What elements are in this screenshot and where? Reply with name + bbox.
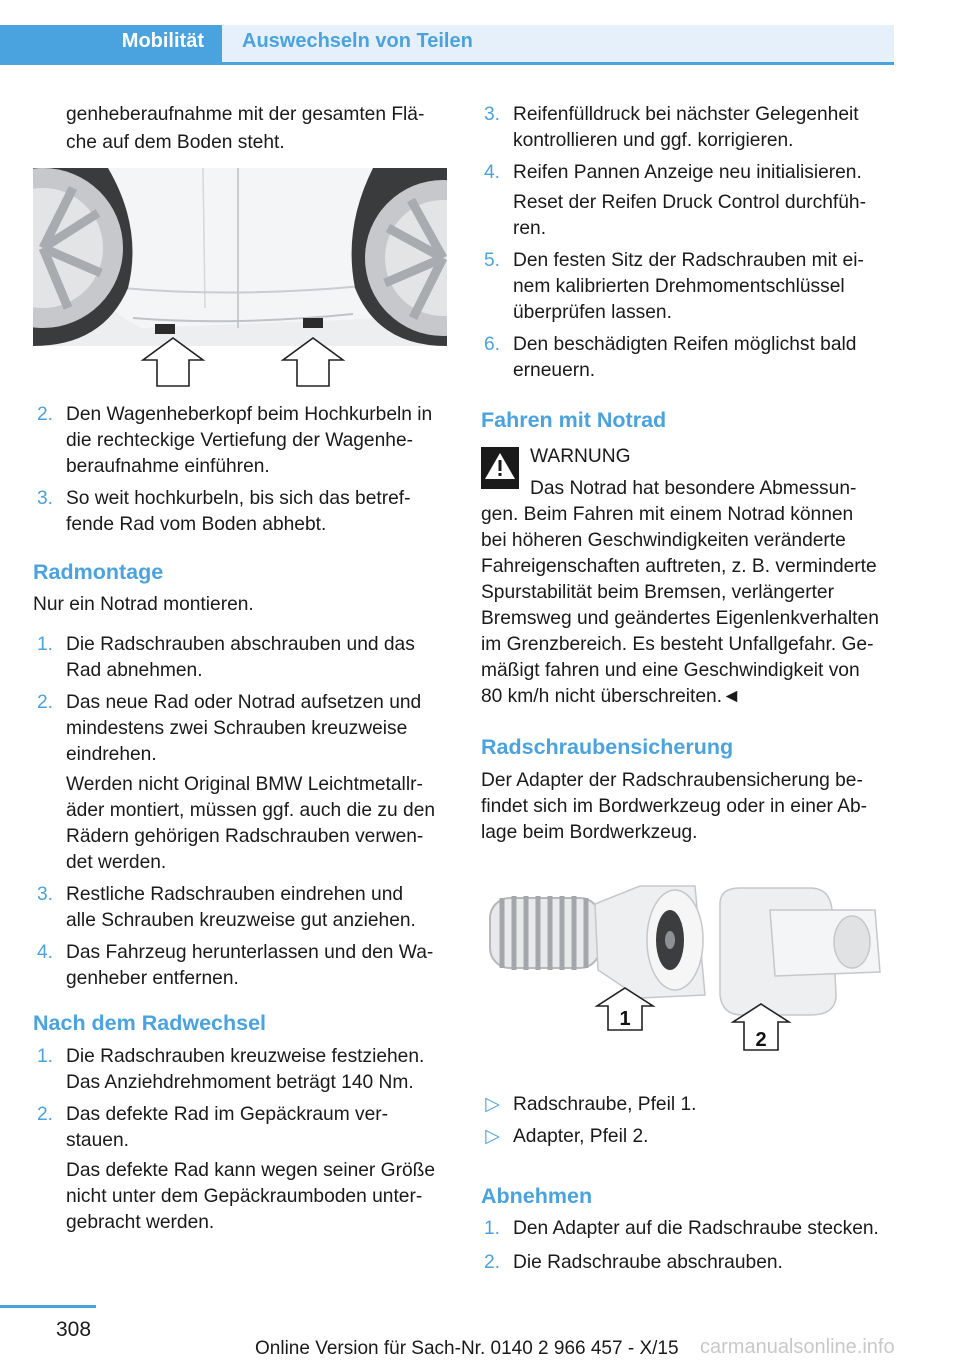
heading-radmontage: Radmontage bbox=[33, 560, 164, 584]
step-line: Die Radschrauben abschrauben und das bbox=[66, 634, 415, 655]
step-note: Reset der Reifen Druck Control durchfüh- bbox=[513, 192, 866, 213]
step-line: überprüfen lassen. bbox=[513, 302, 672, 323]
step-line: Restliche Radschrauben eindrehen und bbox=[66, 884, 404, 905]
watermark: carmanualsonline.info bbox=[700, 1336, 895, 1358]
sicherung-line: findet sich im Bordwerkzeug oder in einer Ab- bbox=[481, 796, 868, 817]
section-title: Auswechseln von Teilen bbox=[242, 30, 473, 52]
figure-label-2: 2 bbox=[755, 1029, 767, 1051]
footer-text: Online Version für Sach-Nr. 0140 2 966 457 - X/15 bbox=[255, 1338, 679, 1359]
step-line: nem kalibrierten Drehmomentschlüssel bbox=[513, 276, 845, 297]
jack-points-figure bbox=[33, 168, 447, 390]
step-number: 5. bbox=[483, 250, 500, 271]
step-line: genheber entfernen. bbox=[66, 968, 239, 989]
chapter-title: Mobilität bbox=[121, 30, 204, 52]
step-line: mindestens zwei Schrauben kreuzweise bbox=[66, 718, 408, 739]
step-line: beraufnahme einführen. bbox=[66, 456, 270, 477]
bullet-marker: ▷ bbox=[485, 1126, 500, 1147]
step-note: Das defekte Rad kann wegen seiner Größe bbox=[66, 1160, 436, 1181]
step-line: Das neue Rad oder Notrad aufsetzen und bbox=[66, 692, 422, 713]
bullet-marker: ▷ bbox=[485, 1094, 500, 1115]
warning-line: bei höheren Geschwindigkeiten veränderte bbox=[481, 530, 846, 551]
sicherung-line: Der Adapter der Radschraubensicherung be- bbox=[481, 770, 863, 791]
warning-title: WARNUNG bbox=[530, 446, 631, 467]
step-note: gebracht werden. bbox=[66, 1212, 215, 1233]
warning-line: Bremsweg und geändertes Eigenlenkverhalten bbox=[481, 608, 879, 629]
step-line: fende Rad vom Boden abhebt. bbox=[66, 514, 327, 535]
step-number: 1. bbox=[36, 1046, 53, 1067]
step-note: nicht unter dem Gepäckraumboden unter- bbox=[66, 1186, 423, 1207]
sicherung-line: lage beim Bordwerkzeug. bbox=[481, 822, 698, 843]
warning-line: Fahreigenschaften auftreten, z. B. verminderte bbox=[481, 556, 877, 577]
step-line: Rad abnehmen. bbox=[66, 660, 203, 681]
warning-line: im Grenzbereich. Es besteht Unfallgefahr. Ge- bbox=[481, 634, 874, 655]
warning-line: 80 km/h nicht überschreiten.◄ bbox=[481, 686, 742, 707]
step-line: Das defekte Rad im Gepäckraum ver- bbox=[66, 1104, 389, 1125]
step-line: Die Radschrauben kreuzweise festziehen. bbox=[66, 1046, 425, 1067]
section-tab[interactable] bbox=[222, 25, 894, 62]
step-number: 1. bbox=[36, 634, 53, 655]
warning-line: mäßigt fahren und eine Geschwindigkeit von bbox=[481, 660, 860, 681]
intro-line-1: genheberaufnahme mit der gesamten Flä- bbox=[66, 104, 425, 125]
figure-label-1: 1 bbox=[619, 1008, 631, 1030]
step-line: Den Adapter auf die Radschraube stecken. bbox=[513, 1218, 879, 1239]
page-header bbox=[0, 0, 960, 64]
heading-radschraubensicherung: Radschraubensicherung bbox=[481, 735, 734, 759]
step-number: 2. bbox=[483, 1252, 500, 1273]
bullet-item: Radschraube, Pfeil 1. bbox=[513, 1094, 697, 1115]
step-number: 3. bbox=[483, 104, 500, 125]
heading-fahren-mit-notrad: Fahren mit Notrad bbox=[481, 408, 667, 432]
header-rule bbox=[0, 62, 894, 65]
warning-icon bbox=[481, 447, 519, 489]
step-line: So weit hochkurbeln, bis sich das betref- bbox=[66, 488, 411, 509]
step-number: 4. bbox=[483, 162, 500, 183]
intro-line-2: che auf dem Boden steht. bbox=[66, 132, 285, 153]
step-number: 2. bbox=[36, 1104, 53, 1125]
radmontage-intro: Nur ein Notrad montieren. bbox=[33, 594, 254, 615]
step-number: 1. bbox=[483, 1218, 500, 1239]
step-line: alle Schrauben kreuzweise gut anziehen. bbox=[66, 910, 416, 931]
step-note: Werden nicht Original BMW Leichtmetallr- bbox=[66, 774, 423, 795]
step-line: Den Wagenheberkopf beim Hochkurbeln in bbox=[66, 404, 433, 425]
step-line: Das Fahrzeug herunterlassen und den Wa- bbox=[66, 942, 434, 963]
step-number: 6. bbox=[483, 334, 500, 355]
step-line: kontrollieren und ggf. korrigieren. bbox=[513, 130, 794, 151]
step-line: Das Anziehdrehmoment beträgt 140 Nm. bbox=[66, 1072, 414, 1093]
step-number: 2. bbox=[36, 404, 53, 425]
step-note: det werden. bbox=[66, 852, 167, 873]
step-number: 2. bbox=[36, 692, 53, 713]
step-line: stauen. bbox=[66, 1130, 129, 1151]
step-line: erneuern. bbox=[513, 360, 596, 381]
wheel-bolt-figure bbox=[480, 880, 894, 1060]
heading-nach-dem-radwechsel: Nach dem Radwechsel bbox=[33, 1011, 267, 1035]
step-line: die rechteckige Vertiefung der Wagenhe- bbox=[66, 430, 414, 451]
step-number: 3. bbox=[36, 488, 53, 509]
step-note: ren. bbox=[513, 218, 547, 239]
warning-line: Das Notrad hat besondere Abmessun- bbox=[530, 478, 857, 499]
footer-rule bbox=[0, 1305, 96, 1308]
heading-abnehmen: Abnehmen bbox=[481, 1184, 593, 1208]
step-line: Die Radschraube abschrauben. bbox=[513, 1252, 783, 1273]
step-note: äder montiert, müssen ggf. auch die zu den bbox=[66, 800, 436, 821]
step-line: Den festen Sitz der Radschrauben mit ei- bbox=[513, 250, 864, 271]
step-number: 4. bbox=[36, 942, 53, 963]
step-note: Rädern gehörigen Radschrauben verwen- bbox=[66, 826, 424, 847]
step-line: Reifen Pannen Anzeige neu initialisieren. bbox=[513, 162, 862, 183]
page-number: 308 bbox=[56, 1318, 92, 1341]
warning-line: Spurstabilität beim Bremsen, verlängerter bbox=[481, 582, 834, 603]
step-line: eindrehen. bbox=[66, 744, 157, 765]
step-number: 3. bbox=[36, 884, 53, 905]
chapter-tab[interactable] bbox=[0, 25, 222, 62]
step-line: Reifenfülldruck bei nächster Gelegenheit bbox=[513, 104, 859, 125]
bullet-item: Adapter, Pfeil 2. bbox=[513, 1126, 649, 1147]
warning-line: gen. Beim Fahren mit einem Notrad können bbox=[481, 504, 854, 525]
step-line: Den beschädigten Reifen möglichst bald bbox=[513, 334, 857, 355]
